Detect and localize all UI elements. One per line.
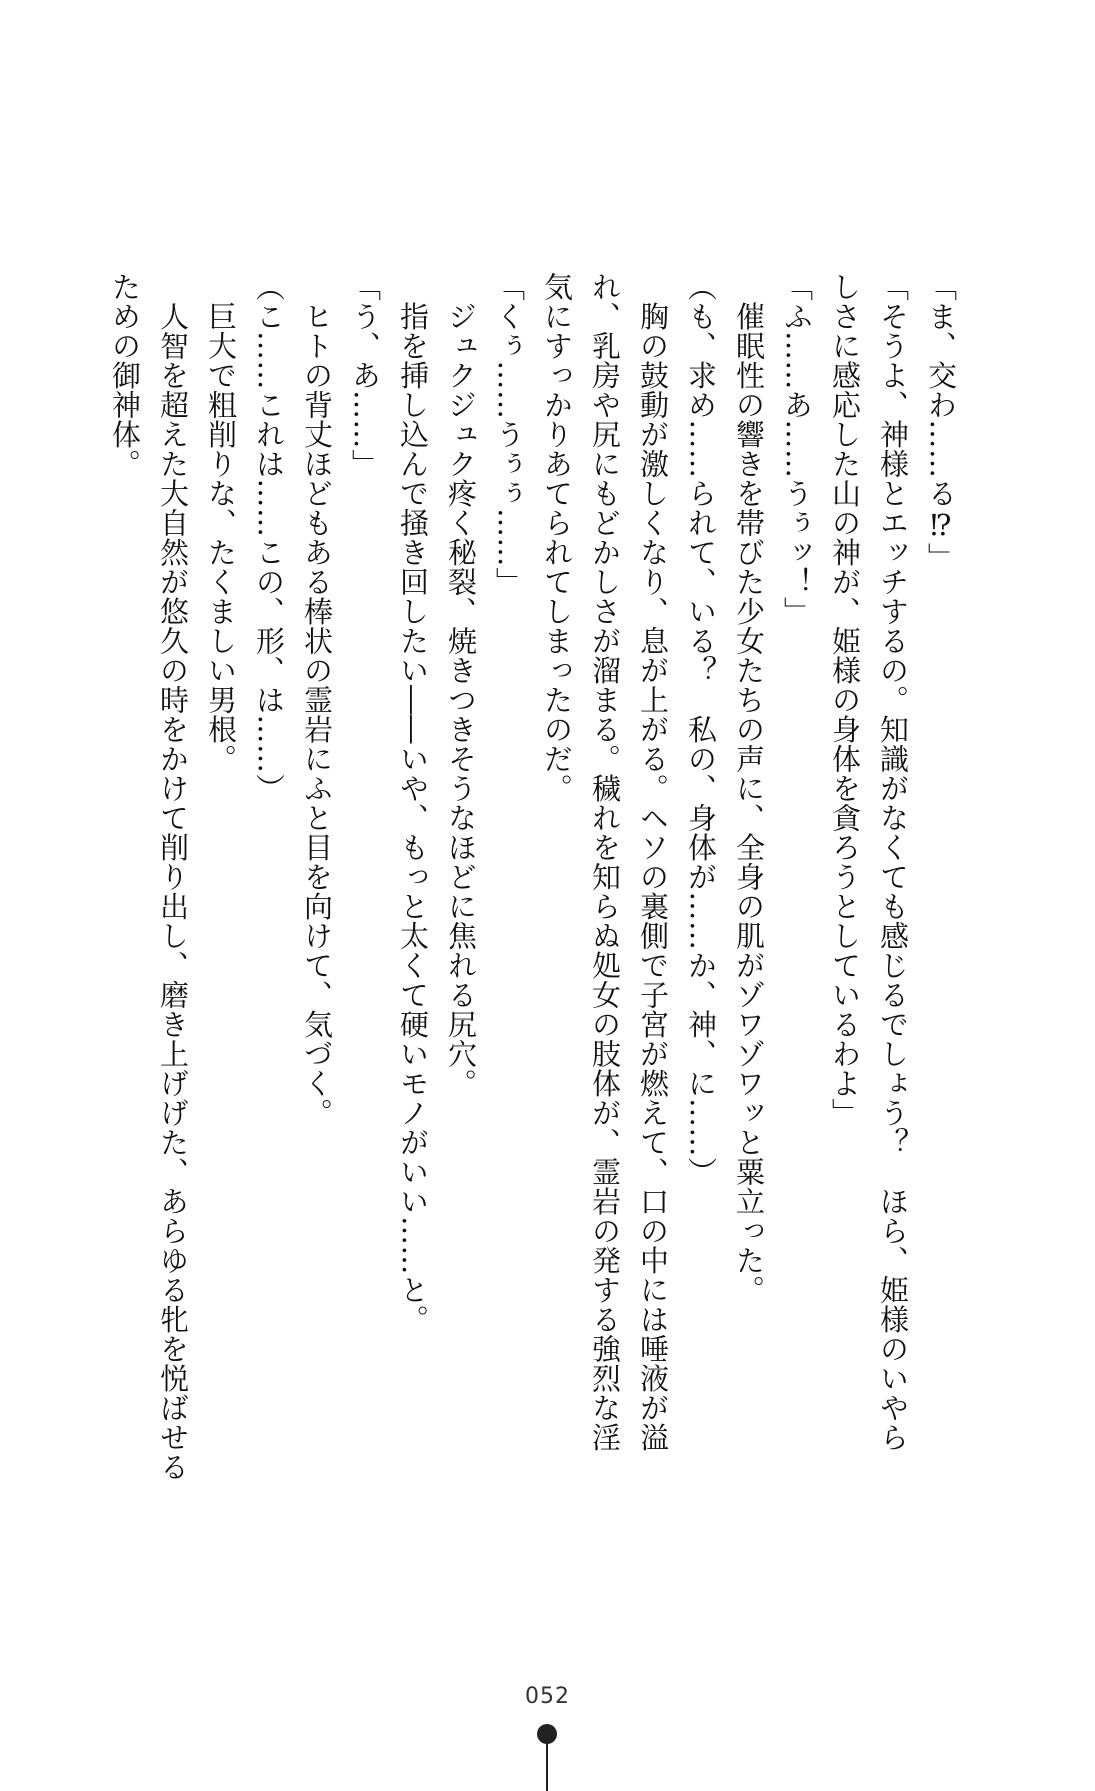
- folio-dot-icon: [537, 1724, 557, 1744]
- text-line: れ、乳房や尻にもどかしさが溜まる。穢れを知らぬ処女の肢体が、霊岩の発する強烈な淫: [588, 272, 622, 1452]
- text-line: しさに感応した山の神が、姫様の身体を貪ろうとしているわよ」: [828, 272, 862, 1128]
- text-line: ための御神体。: [108, 272, 142, 479]
- text-line: ヒトの背丈ほどもある棒状の霊岩にふと目を向けて、気づく。: [300, 272, 334, 1128]
- text-line: （こ……これは……この、形、は……）: [252, 272, 286, 803]
- text-line: 「ふ……あ……うぅッ！」: [780, 272, 814, 626]
- text-line: 「そうよ、神様とエッチするの。知識がなくても感じるでしょう？ ほら、姫様のいやら: [876, 272, 910, 1452]
- vertical-text-body: [101, 272, 965, 1502]
- text-line: ジュクジュク疼く秘裂、焼きつきそうなほどに焦れる尻穴。: [444, 272, 478, 1098]
- text-line: 「う、あ……」: [348, 272, 382, 479]
- text-line: 催眠性の響きを帯びた少女たちの声に、全身の肌がゾワゾワッと粟立った。: [732, 272, 766, 1305]
- text-line: 「くぅ……うぅぅ……」: [492, 272, 526, 597]
- page-number: 052: [525, 1684, 570, 1709]
- text-line: 指を挿し込んで掻き回したい――いや、もっと太くて硬いモノがいい……と。: [396, 272, 430, 1334]
- text-line: 人智を超えた大自然が悠久の時をかけて削り出し、磨き上げげた、あらゆる牝を悦ばせる: [156, 272, 190, 1482]
- folio-line: [546, 1742, 548, 1791]
- text-line: 巨大で粗削りな、たくましい男根。: [204, 272, 238, 774]
- text-line: 胸の鼓動が激しくなり、息が上がる。ヘソの裏側で子宮が燃えて、口の中には唾液が溢: [636, 272, 670, 1452]
- text-line: （も、求め……られて、いる？ 私の、身体が……か、神、に……）: [684, 272, 718, 1187]
- text-line: 「ま、交わ……る⁉」: [924, 272, 958, 572]
- text-line: 気にすっかりあてられてしまったのだ。: [540, 272, 574, 803]
